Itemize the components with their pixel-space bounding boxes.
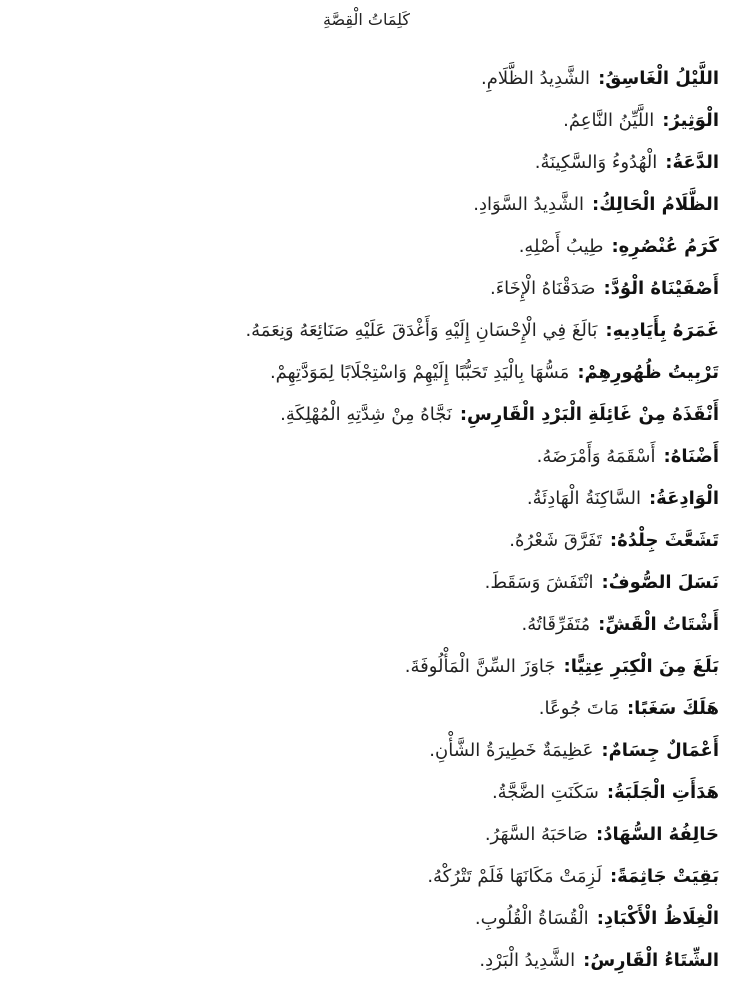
term-separator: :	[605, 320, 613, 341]
glossary-entry	[9, 268, 719, 310]
term-separator: :	[603, 278, 611, 299]
term-separator: :	[583, 950, 591, 971]
term-separator: :	[592, 194, 600, 215]
term-separator: :	[577, 362, 585, 383]
term-separator: :	[626, 698, 635, 719]
glossary-term: اللَّيْلُ الْغَاسِقُ	[605, 68, 719, 89]
glossary-definition: الْهُدُوءُ وَالسَّكِينَةُ.	[534, 152, 658, 173]
term-separator: :	[663, 446, 671, 467]
term-separator: :	[665, 152, 673, 173]
glossary-entry	[9, 646, 719, 688]
glossary-term: غَمَرَهُ بِأَيَادِيهِ	[612, 320, 719, 341]
glossary-definition: سَكَنَتِ الضَّجَّةُ.	[491, 782, 599, 803]
term-separator: :	[609, 866, 618, 887]
glossary-definition: مَسُّهَا بِالْيَدِ تَحَبُّبًا إِلَيْهِمْ وَاسْتِجْلَابًا لِمَوَدَّتِهِمْ.	[269, 362, 570, 383]
glossary-entry	[9, 352, 719, 394]
glossary-definition: السَّاكِنَةُ الْهَادِئَةُ.	[526, 488, 641, 509]
glossary-definition: عَظِيمَةٌ خَطِيرَةُ الشَّأْنِ.	[429, 740, 594, 761]
glossary-term: كَرَمُ عُنْصُرِهِ	[618, 236, 719, 257]
glossary-term: الْوَادِعَةُ	[656, 488, 719, 509]
term-separator: :	[596, 908, 604, 929]
term-separator: :	[601, 740, 609, 761]
term-separator: :	[648, 488, 657, 509]
glossary-entry	[9, 436, 719, 478]
page-title: كَلِمَاتُ الْقِصَّةِ	[322, 10, 411, 29]
glossary-definition: طِيبُ أَصْلِهِ.	[518, 236, 604, 257]
glossary-entry	[9, 226, 719, 268]
glossary-definition: تَفَرَّقَ شَعْرُهُ.	[509, 530, 602, 551]
glossary-term: هَلَكَ سَغَبًا	[634, 698, 719, 719]
glossary-term: حَالِفُهُ السُّهَادُ	[603, 824, 719, 845]
glossary-term: تَشَعَّثَ جِلْدُهُ	[617, 530, 719, 551]
glossary-definition: الشَّدِيدُ الْبَرْدِ.	[479, 950, 576, 971]
term-separator: :	[606, 782, 615, 803]
glossary-definition: جَاوَزَ السِّنَّ الْمَأْلُوفَةَ.	[404, 656, 556, 677]
term-separator: :	[598, 614, 606, 635]
term-separator: :	[596, 824, 604, 845]
glossary-entry	[9, 898, 719, 940]
glossary-term: الْوَثِيرُ	[669, 110, 719, 131]
glossary-entry	[9, 814, 719, 856]
glossary-entry	[9, 520, 719, 562]
glossary-term: الظَّلَامُ الْحَالِكُ	[599, 194, 719, 215]
glossary-entry	[9, 184, 719, 226]
glossary-term: أَعْمَالٌ جِسَامٌ	[608, 740, 719, 761]
glossary-definition: أَسْقَمَهُ وَأَمْرَضَهُ.	[536, 446, 656, 467]
glossary-definition: انْتَفَشَ وَسَقَطَ.	[484, 572, 594, 593]
glossary-term: نَسَلَ الصُّوفُ	[608, 572, 719, 593]
glossary-term: بَقِيَتْ جَاثِمَةً	[617, 866, 719, 887]
glossary-entry	[9, 772, 719, 814]
vocabulary-list	[9, 58, 719, 982]
term-separator: :	[459, 404, 468, 425]
glossary-entry	[9, 562, 719, 604]
glossary-definition: الْقُسَاةُ الْقُلُوبِ.	[474, 908, 589, 929]
glossary-definition: الشَّدِيدُ الظَّلَامِ.	[481, 68, 591, 89]
term-separator: :	[563, 656, 571, 677]
glossary-definition: اللَّيِّنُ النَّاعِمُ.	[563, 110, 655, 131]
glossary-term: الشِّتَاءُ الْقَارِسُ	[590, 950, 719, 971]
glossary-entry	[9, 730, 719, 772]
glossary-entry	[9, 142, 719, 184]
glossary-entry	[9, 58, 719, 100]
glossary-term: أَشْتَاتُ الْقَشِّ	[605, 614, 719, 635]
term-separator: :	[611, 236, 619, 257]
glossary-entry	[9, 394, 719, 436]
glossary-term: أَضْنَاهُ	[670, 446, 719, 467]
glossary-entry	[9, 100, 719, 142]
glossary-entry	[9, 856, 719, 898]
glossary-entry	[9, 940, 719, 982]
glossary-entry	[9, 604, 719, 646]
glossary-term: الْغِلَاظُ الْأَكْبَادِ	[603, 908, 719, 929]
glossary-definition: صَاحَبَهُ السَّهَرُ.	[484, 824, 589, 845]
term-separator: :	[598, 68, 606, 89]
glossary-definition: بَالَغَ فِي الْإِحْسَانِ إِلَيْهِ وَأَغْدَقَ عَلَيْهِ صَنَائِعَهُ وَنِعَمَهُ.	[245, 320, 598, 341]
glossary-term: أَصْفَيْنَاهُ الْوُدَّ	[610, 278, 719, 299]
glossary-definition: لَزِمَتْ مَكَانَهَا فَلَمْ تَتْرُكْهُ.	[427, 866, 602, 887]
glossary-term: هَدَأَتِ الْجَلَبَةُ	[614, 782, 719, 803]
glossary-definition: مَاتَ جُوعًا.	[538, 698, 619, 719]
term-separator: :	[601, 572, 609, 593]
glossary-entry	[9, 688, 719, 730]
term-separator: :	[609, 530, 618, 551]
term-separator: :	[662, 110, 670, 131]
glossary-term: أَنْقَذَهُ مِنْ غَائِلَةِ الْبَرْدِ الْقَارِسِ	[467, 404, 719, 425]
glossary-term: بَلَغَ مِنَ الْكِبَرِ عِتِيًّا	[570, 656, 719, 677]
glossary-entry	[9, 478, 719, 520]
glossary-definition: صَدَقْنَاهُ الْإِخَاءَ.	[490, 278, 596, 299]
glossary-term: الدَّعَةُ	[672, 152, 719, 173]
glossary-entry	[9, 310, 719, 352]
glossary-definition: الشَّدِيدُ السَّوَادِ.	[473, 194, 585, 215]
glossary-term: تَرْبِيتُ ظُهُورِهِمْ	[584, 362, 719, 383]
glossary-definition: مُتَفَرِّقَاتُهُ.	[521, 614, 591, 635]
glossary-definition: نَجَّاهُ مِنْ شِدَّتِهِ الْمُهْلِكَةِ.	[280, 404, 452, 425]
